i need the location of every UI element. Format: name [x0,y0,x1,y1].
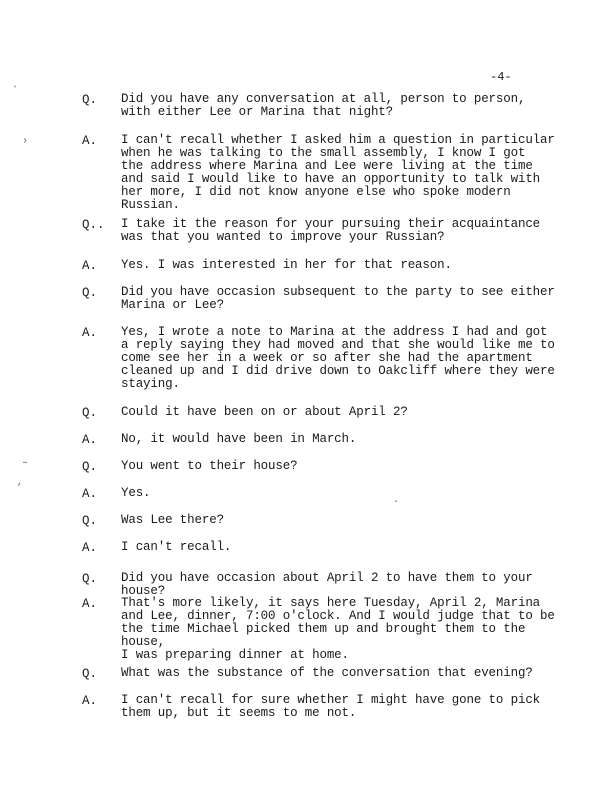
exchange-text: You went to their house? [121,459,298,473]
exchange-text: Could it have been on or about April 2? [121,405,408,419]
exchange-text: Did you have any conversation at all, person to person, with either Lee or Marina that night? [121,92,526,119]
speaker-label: A. [82,259,98,273]
exchange-text: I can't recall whether I asked him a question in particular when he was talking to the small assembly, I know I got the address where Marina and Lee were living at the time and said I would like to have an opportunity to talk with her more, I did not know anyone else who spoke modern Russian. [121,133,555,212]
margin-mark: ‘ [16,483,23,494]
exchange-text: Yes, I wrote a note to Marina at the address I had and got a reply saying they had moved and that she would like me to come see her in a week or so after she had the apartment cleaned up and I did drive down to Oakcliff where they were staying. [121,325,555,391]
margin-mark: ʼ [12,86,19,97]
exchange-text: Did you have occasion subsequent to the party to see either Marina or Lee? [121,285,555,312]
exchange-text: No, it would have been in March. [121,432,357,446]
margin-mark: – [22,458,29,469]
exchange-text: Yes. [121,486,151,500]
exchange-text: Did you have occasion about April 2 to have them to your house? [121,571,533,598]
speaker-label: A. [82,597,98,611]
exchange-text: I take it the reason for your pursuing their acquaintance was that you wanted to improve your Russian? [121,217,541,244]
margin-mark: › [22,136,29,147]
exchange-text: Yes. I was interested in her for that reason. [121,258,452,272]
exchange-text: I can't recall for sure whether I might have gone to pick them up, but it seems to me not. [121,693,541,720]
speaker-label: A. [82,134,98,148]
speaker-label: Q. [82,667,98,681]
speaker-label: Q. [82,93,98,107]
speaker-label: Q. [82,572,98,586]
exchange-text: That's more likely, it says here Tuesday, April 2, Marina and Lee, dinner, 7:00 o'clock. And I would judge that to be the time Michael picked them up and brought them to the house, I was preparing dinner at home. [121,596,555,662]
exchange-text: Was Lee there? [121,513,224,527]
speaker-label: Q. [82,460,98,474]
speaker-label: A. [82,541,98,555]
speaker-label: A. [82,487,98,501]
speaker-label: A. [82,433,98,447]
exchange-text: What was the substance of the conversation that evening? [121,666,533,680]
speaker-label: Q. [82,406,98,420]
margin-mark: · [393,497,400,508]
speaker-label: A. [82,694,98,708]
speaker-label: Q. [82,286,98,300]
page-number: -4- [490,70,512,84]
speaker-label: Q.. [82,218,105,232]
speaker-label: Q. [82,514,98,528]
speaker-label: A. [82,326,98,340]
exchange-text: I can't recall. [121,540,232,554]
